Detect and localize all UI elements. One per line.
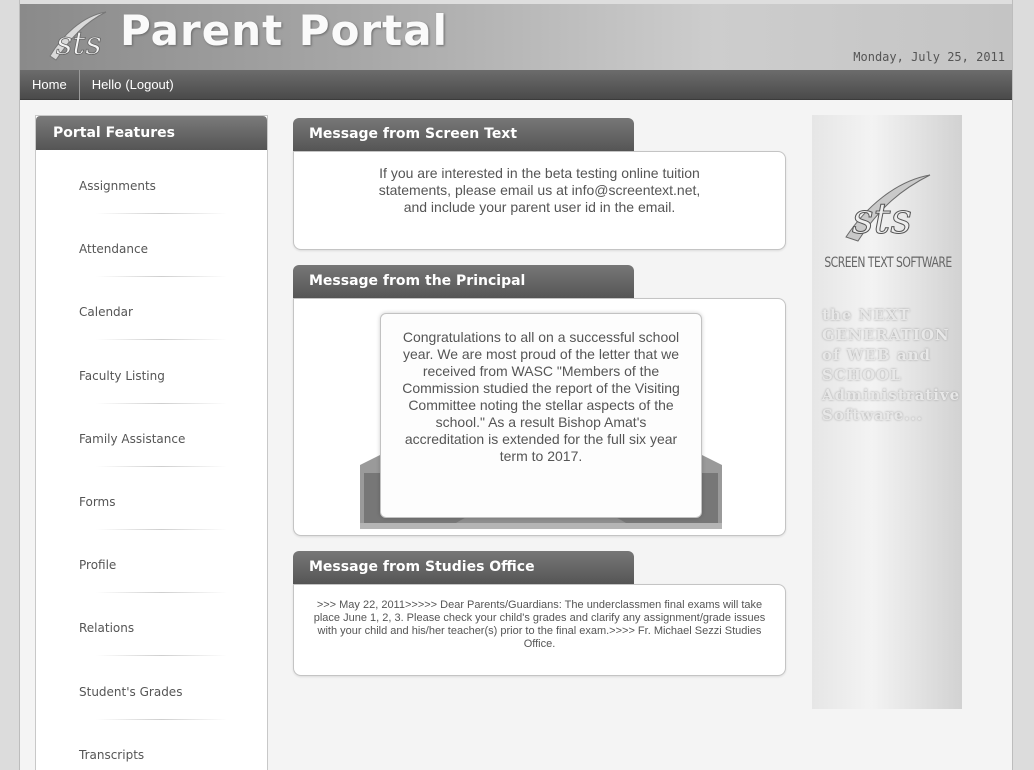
message-title: Message from Studies Office xyxy=(293,551,634,584)
sidebar-item-family-assistance[interactable] xyxy=(36,403,267,466)
message-body-container xyxy=(293,298,786,536)
company-name: SCREEN TEXT SOFTWARE xyxy=(824,253,952,271)
sidebar-item-forms[interactable] xyxy=(36,466,267,529)
sts-logo-icon xyxy=(42,6,112,68)
sidebar-item-relations[interactable] xyxy=(36,592,267,655)
svg-text:sts: sts xyxy=(852,194,912,243)
sidebar-item-calendar[interactable] xyxy=(36,276,267,339)
page-title: Parent Portal xyxy=(120,6,448,55)
sidebar-item-faculty-listing[interactable] xyxy=(36,340,267,403)
features-menu xyxy=(36,150,267,770)
sidebar-item-label[interactable]: Family Assistance xyxy=(79,431,186,446)
sidebar-item-label[interactable]: Forms xyxy=(79,494,116,509)
header xyxy=(20,0,1012,70)
home-link[interactable]: Home xyxy=(20,70,80,100)
message-title: Message from the Principal xyxy=(293,265,634,298)
sidebar-item-transcripts[interactable] xyxy=(36,719,267,770)
message-screen-text xyxy=(293,118,786,250)
logout-link[interactable]: (Logout) xyxy=(125,77,174,92)
message-body: If you are interested in the beta testing online tuition statements, please email us at info@screentext.net, and include your parent user id in the email. xyxy=(293,151,786,250)
svg-text:sts: sts xyxy=(56,24,102,62)
sidebar-item-label[interactable]: Profile xyxy=(79,558,117,573)
sidebar-item-label[interactable]: Student's Grades xyxy=(79,684,183,699)
screen-text-logo-icon xyxy=(836,167,936,247)
message-title: Message from Screen Text xyxy=(293,118,634,151)
sidebar-item-label[interactable]: Assignments xyxy=(79,179,156,193)
greeting-text: Hello xyxy=(91,77,122,92)
current-date: Monday, July 25, 2011 xyxy=(853,50,1005,64)
sidebar-item-label[interactable]: Calendar xyxy=(79,305,133,320)
sidebar-item-assignments[interactable] xyxy=(36,150,267,213)
sidebar-item-profile[interactable] xyxy=(36,529,267,592)
sidebar-item-attendance[interactable] xyxy=(36,213,267,276)
page-frame xyxy=(19,0,1013,770)
navbar xyxy=(20,70,1012,100)
principal-letter: Congratulations to all on a successful school year. We are most proud of the letter that we received from WASC "Members of the Commission studied the report of the Visiting Committee noting the stellar aspects of the school." As a result Bishop Amat's accreditation is extended for the full six year term to 2017. xyxy=(380,313,702,518)
ad-tagline: the NEXT GENERATION of WEB and SCHOOL Administrative Software... xyxy=(822,306,961,424)
message-principal xyxy=(293,265,786,536)
sidebar-item-label[interactable]: Relations xyxy=(79,621,135,636)
message-studies-office xyxy=(293,551,786,676)
sidebar-item-label[interactable]: Faculty Listing xyxy=(79,368,165,383)
sidebar-item-label[interactable]: Attendance xyxy=(79,242,148,257)
sidebar-title: Portal Features xyxy=(36,116,267,150)
portal-features-sidebar xyxy=(35,115,268,770)
advertisement-panel[interactable] xyxy=(812,115,962,709)
sidebar-item-students-grades[interactable] xyxy=(36,656,267,719)
message-body: >>> May 22, 2011>>>>> Dear Parents/Guardians: The underclassmen final exams will take place June 1, 2, 3. Please check your child's grades and clarify any assignment/grade issues with your child and his/her teacher(s) prior to the final exam.>>>> Fr. Michael Sezzi Studies Office. xyxy=(293,584,786,676)
sidebar-item-label[interactable]: Transcripts xyxy=(79,747,145,762)
